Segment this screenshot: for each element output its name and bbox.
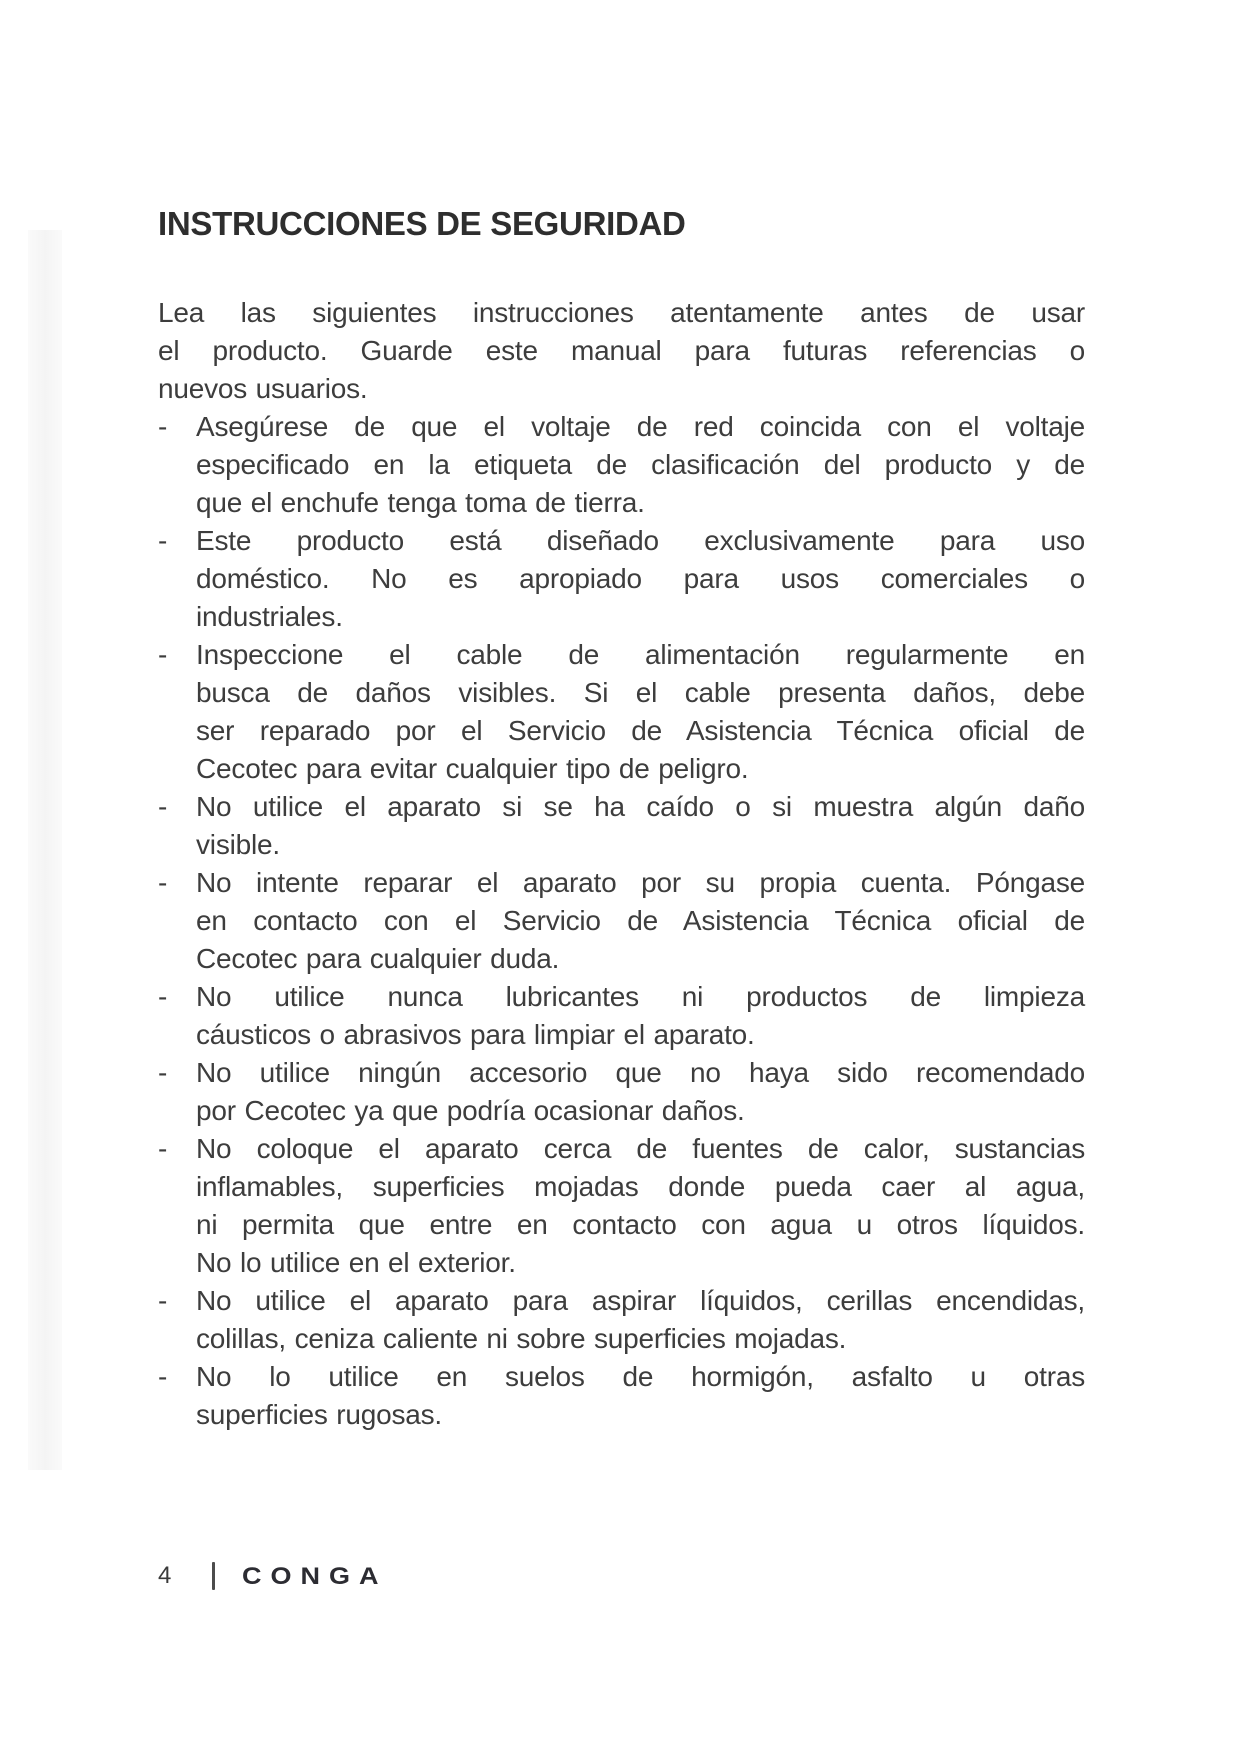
footer-divider [212, 1562, 215, 1590]
bullet-marker: - [158, 1361, 168, 1392]
text-line: por Cecotec ya que podría ocasionar daños. [196, 1095, 745, 1126]
safety-item [158, 636, 1085, 788]
safety-item [158, 978, 1085, 1054]
text-line: Inspeccione el cable de alimentación regularmente en [196, 639, 1085, 670]
text-line: No lo utilice en suelos de hormigón, asfalto u otras [196, 1361, 1085, 1392]
safety-item [158, 864, 1085, 978]
text-line: especificado en la etiqueta de clasificación del producto y de [196, 449, 1085, 480]
text-line: No utilice nunca lubricantes ni productos de limpieza [196, 981, 1085, 1012]
safety-list [158, 408, 1085, 1434]
bullet-marker: - [158, 791, 168, 822]
scan-artifact [28, 230, 62, 1470]
text-line: el producto. Guarde este manual para futuras referencias o [158, 335, 1085, 366]
text-line: colillas, ceniza caliente ni sobre superficies mojadas. [196, 1323, 847, 1354]
text-line: que el enchufe tenga toma de tierra. [196, 487, 645, 518]
bullet-marker: - [158, 639, 168, 670]
text-line: Este producto está diseñado exclusivamente para uso [196, 525, 1085, 556]
safety-item [158, 1358, 1085, 1434]
text-line: Asegúrese de que el voltaje de red coincida con el voltaje [196, 411, 1085, 442]
page-footer [158, 1558, 388, 1594]
page-title: INSTRUCCIONES DE SEGURIDAD [158, 205, 686, 242]
text-line: doméstico. No es apropiado para usos comerciales o [196, 563, 1085, 594]
bullet-marker: - [158, 525, 168, 556]
text-line: Lea las siguientes instrucciones atentamente antes de usar [158, 297, 1085, 328]
page-number: 4 [158, 1562, 172, 1589]
text-line: No utilice ningún accesorio que no haya sido recomendado [196, 1057, 1085, 1088]
text-line: Cecotec para cualquier duda. [196, 943, 560, 974]
page-content [158, 0, 1085, 1434]
text-line: en contacto con el Servicio de Asistencia Técnica oficial de [196, 905, 1085, 936]
intro-paragraph [158, 294, 1085, 408]
text-line: No utilice el aparato si se ha caído o si muestra algún daño [196, 791, 1085, 822]
text-line: busca de daños visibles. Si el cable presenta daños, debe [196, 677, 1085, 708]
text-line: ser reparado por el Servicio de Asistencia Técnica oficial de [196, 715, 1085, 746]
bullet-marker: - [158, 1057, 168, 1088]
bullet-marker: - [158, 981, 168, 1012]
conga-logo: CONGA [242, 1562, 388, 1589]
text-line: superficies rugosas. [196, 1399, 443, 1430]
text-line: inflamables, superficies mojadas donde pueda caer al agua, [196, 1171, 1085, 1202]
bullet-marker: - [158, 411, 168, 442]
safety-item [158, 788, 1085, 864]
text-line: ni permita que entre en contacto con agua u otros líquidos. [196, 1209, 1085, 1240]
text-line: cáusticos o abrasivos para limpiar el aparato. [196, 1019, 755, 1050]
text-line: No lo utilice en el exterior. [196, 1247, 516, 1278]
bullet-marker: - [158, 1285, 168, 1316]
text-line: Cecotec para evitar cualquier tipo de peligro. [196, 753, 749, 784]
text-line: nuevos usuarios. [158, 373, 368, 404]
text-line: visible. [196, 829, 280, 860]
safety-item [158, 522, 1085, 636]
bullet-marker: - [158, 867, 168, 898]
safety-item [158, 1130, 1085, 1282]
text-line: industriales. [196, 601, 343, 632]
text-line: No utilice el aparato para aspirar líquidos, cerillas encendidas, [196, 1285, 1085, 1316]
text-line: No intente reparar el aparato por su propia cuenta. Póngase [196, 867, 1085, 898]
text-line: No coloque el aparato cerca de fuentes de calor, sustancias [196, 1133, 1085, 1164]
safety-item [158, 1282, 1085, 1358]
safety-item [158, 1054, 1085, 1130]
safety-item [158, 408, 1085, 522]
bullet-marker: - [158, 1133, 168, 1164]
